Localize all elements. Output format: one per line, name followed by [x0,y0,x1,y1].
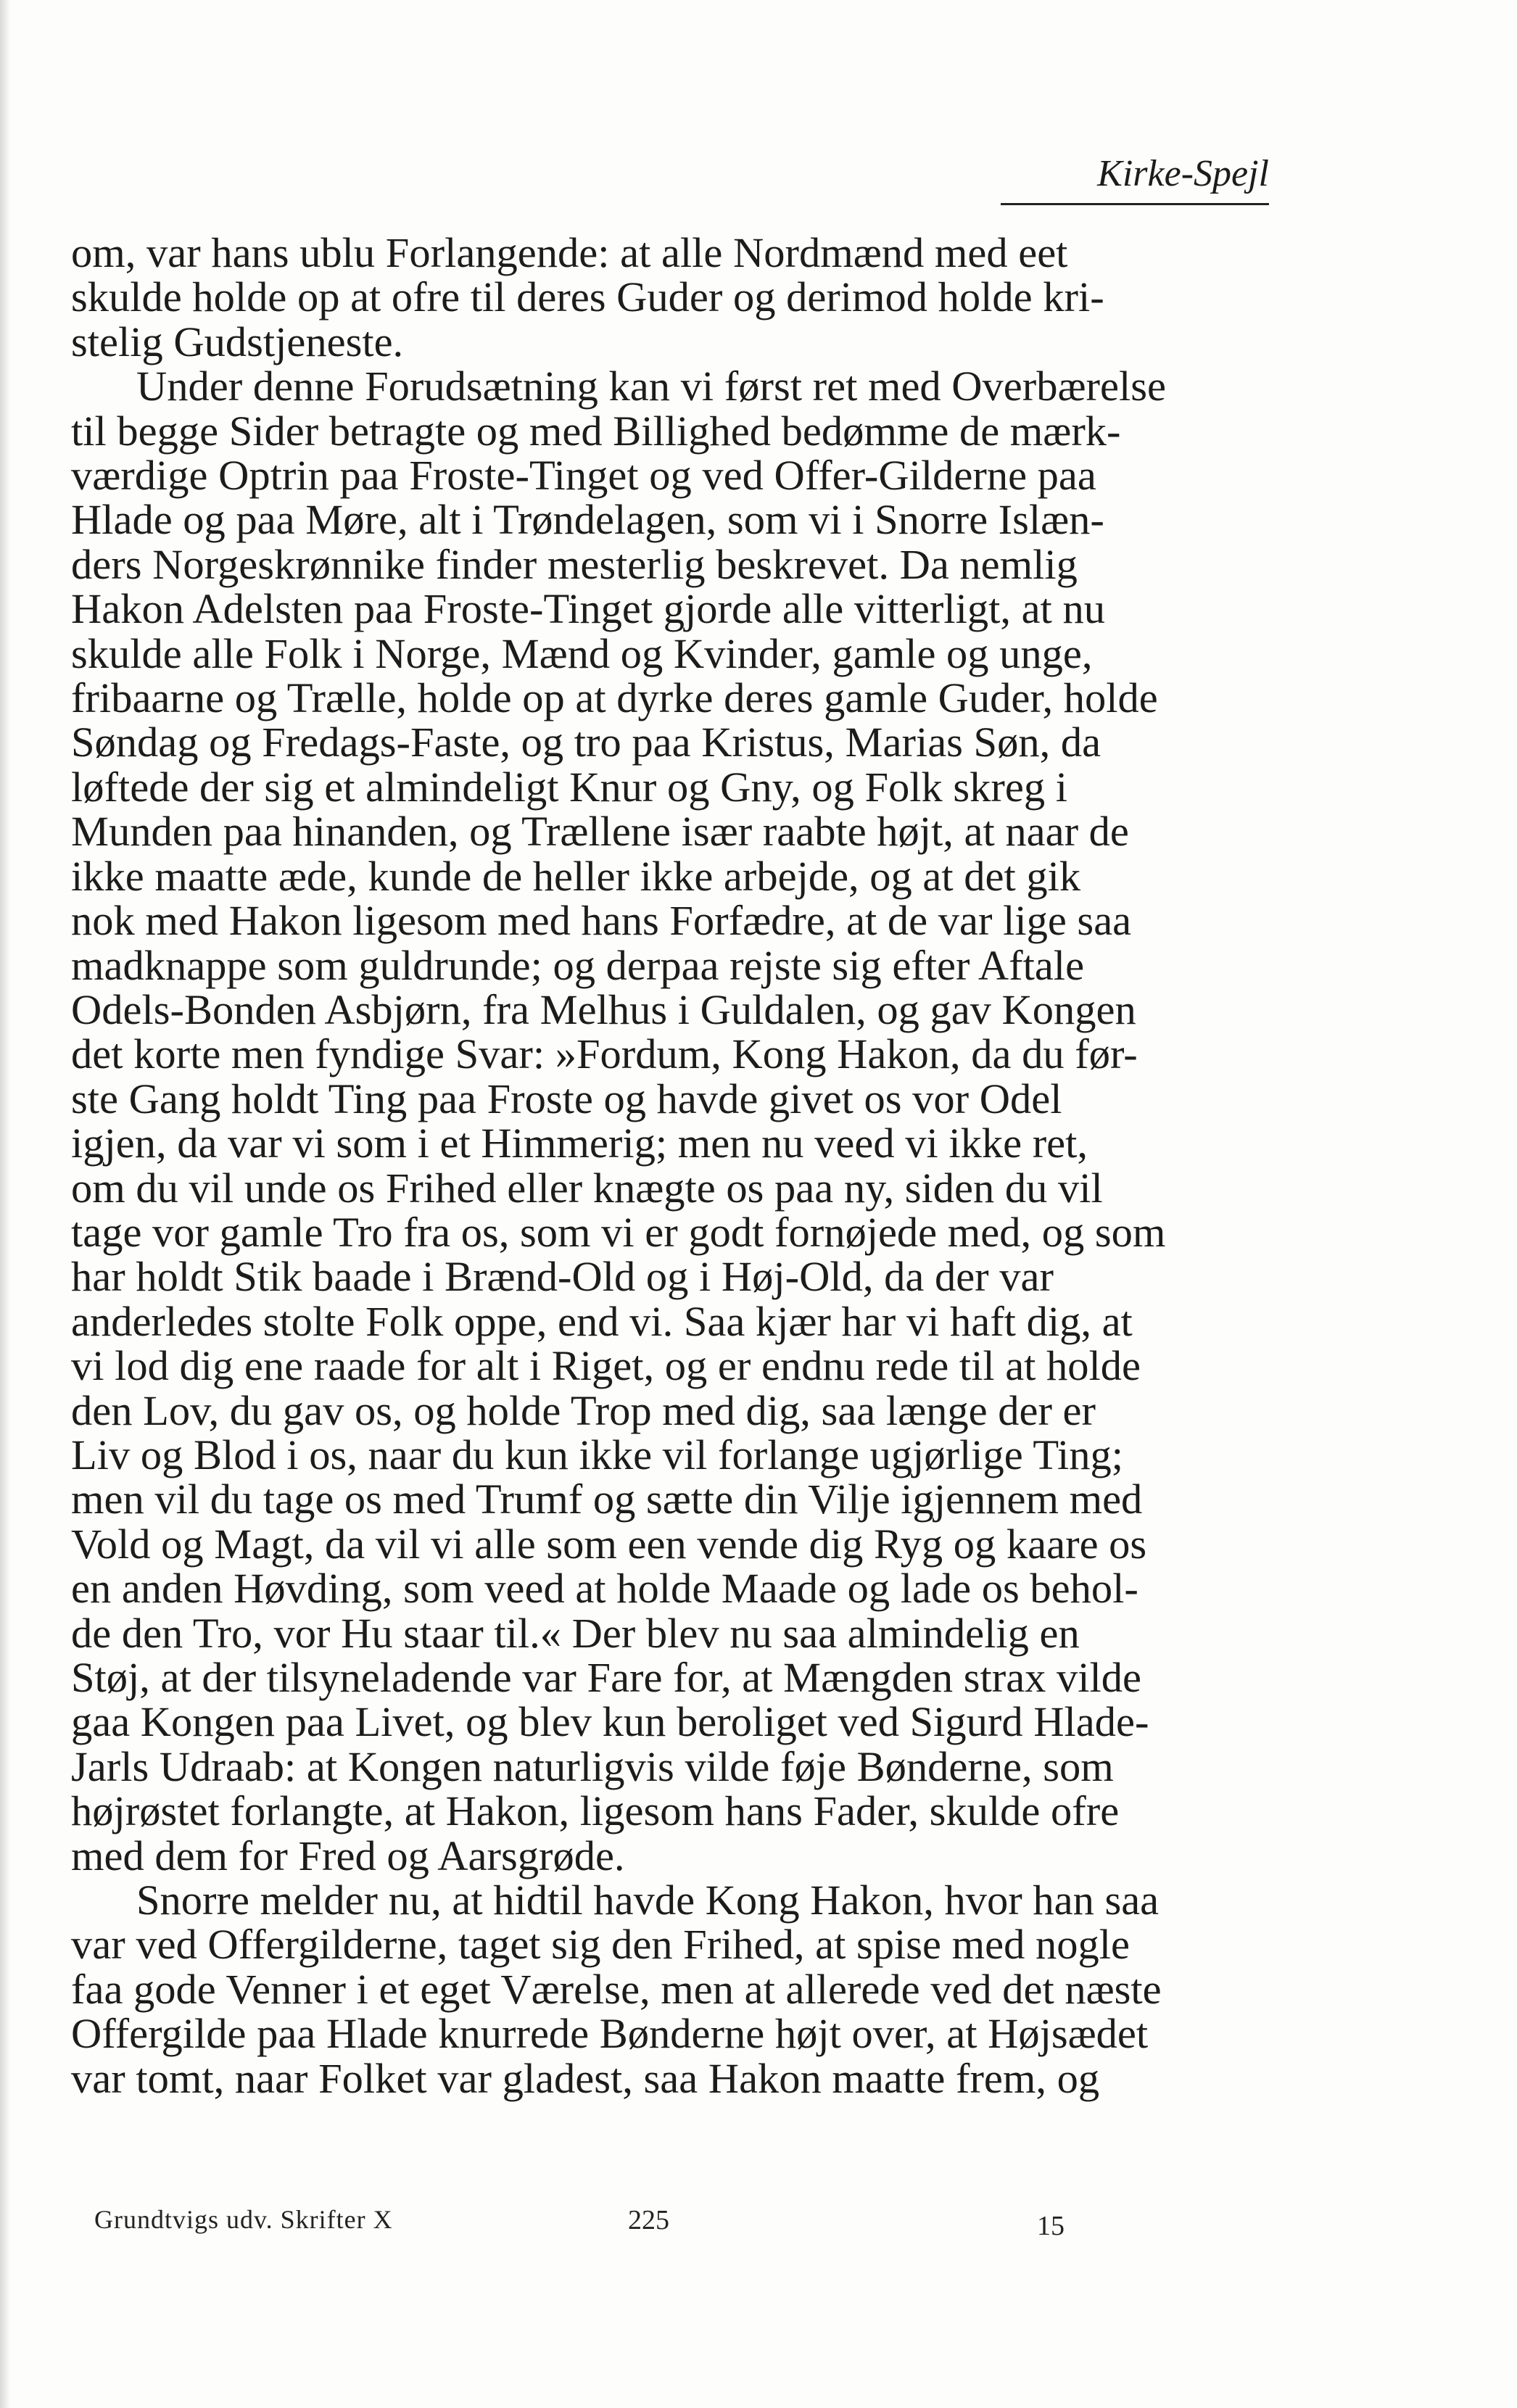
text-line: anderledes stolte Folk oppe, end vi. Saa kjær har vi haft dig, at [71,1297,1133,1345]
text-line: værdige Optrin paa Froste-Tinget og ved Offer-Gilderne paa [71,452,1096,500]
text-line: har holdt Stik baade i Brænd-Old og i Høj-Old, da der var [71,1253,1054,1301]
text-line: løftede der sig et almindeligt Knur og Gny, og Folk skreg i [71,763,1067,811]
text-line: Munden paa hinanden, og Trællene især raabte højt, at naar de [71,808,1129,856]
text-line: Snorre melder nu, at hidtil havde Kong Hakon, hvor han saa [136,1877,1160,1924]
text-line: nok med Hakon ligesom med hans Forfædre, at de var lige saa [71,897,1132,945]
text-line: Søndag og Fredags-Faste, og tro paa Kristus, Marias Søn, da [71,719,1101,766]
text-line: fribaarne og Trælle, holde op at dyrke deres gamle Guder, holde [71,674,1158,722]
text-line: var ved Offergilderne, taget sig den Frihed, at spise med nogle [71,1921,1130,1969]
text-line: ikke maatte æde, kunde de heller ikke arbejde, og at det gik [71,852,1081,900]
text-line: til begge Sider betragte og med Billighed bedømme de mærk- [71,407,1121,455]
page-footer [0,2204,1517,2255]
text-line: tage vor gamle Tro fra os, som vi er godt fornøjede med, og som [71,1208,1166,1256]
text-line: Under denne Forudsætning kan vi først ret med Overbærelse [136,363,1166,410]
text-line: med dem for Fred og Aarsgrøde. [71,1832,625,1879]
text-line: Vold og Magt, da vil vi alle som een vende dig Ryg og kaare os [71,1520,1147,1568]
text-line: om, var hans ublu Forlangende: at alle Nordmænd med eet [71,229,1068,276]
text-line: Liv og Blod i os, naar du kun ikke vil forlange ugjørlige Ting; [71,1431,1124,1478]
text-line: ders Norgeskrønnike finder mesterlig beskrevet. Da nemlig [71,540,1078,588]
text-line: Hlade og paa Møre, alt i Trøndelagen, som vi i Snorre Islæn- [71,496,1104,544]
page-edge-shadow [0,0,10,2408]
text-line: madknappe som guldrunde; og derpaa rejste sig efter Aftale [71,941,1085,989]
body-text [71,231,1260,2101]
paragraph [71,364,1260,1878]
book-reference: Grundtvigs udv. Skrifter X [94,2205,393,2234]
text-line: igjen, da var vi som i et Himmerig; men nu veed vi ikke ret, [71,1120,1088,1167]
text-line: det korte men fyndige Svar: »Fordum, Kong Hakon, da du før- [71,1030,1138,1078]
paragraph [71,231,1260,364]
text-line: om du vil unde os Frihed eller knægte os paa ny, siden du vil [71,1164,1103,1212]
running-header: Kirke-Spejl [1001,152,1269,205]
text-line: vi lod dig ene raade for alt i Riget, og er endnu rede til at holde [71,1342,1141,1390]
text-line: Hakon Adelsten paa Froste-Tinget gjorde alle vitterligt, at nu [71,585,1105,633]
text-line: de den Tro, vor Hu staar til.« Der blev nu saa almindelig en [71,1609,1080,1657]
page-number: 225 [628,2205,669,2235]
text-line: Offergilde paa Hlade knurrede Bønderne højt over, at Højsædet [71,2010,1149,2058]
text-line: var tomt, naar Folket var gladest, saa Hakon maatte frem, og [71,2054,1100,2102]
text-line: gaa Kongen paa Livet, og blev kun beroliget ved Sigurd Hlade- [71,1698,1149,1746]
text-line: Jarls Udraab: at Kongen naturligvis vilde føje Bønderne, som [71,1742,1114,1790]
text-line: Odels-Bonden Asbjørn, fra Melhus i Guldalen, og gav Kongen [71,985,1136,1033]
signature-mark: 15 [1037,2211,1065,2241]
text-line: højrøstet forlangte, at Hakon, ligesom hans Fader, skulde ofre [71,1787,1120,1835]
text-line: faa gode Venner i et eget Værelse, men at allerede ved det næste [71,1965,1162,2013]
text-line: ste Gang holdt Ting paa Froste og havde givet os vor Odel [71,1075,1062,1122]
text-line: skulde alle Folk i Norge, Mænd og Kvinder, gamle og unge, [71,629,1093,677]
text-line: en anden Høvding, som veed at holde Maade og lade os behol- [71,1565,1138,1613]
text-line: den Lov, du gav os, og holde Trop med dig, saa længe der er [71,1386,1096,1434]
paragraph [71,1878,1260,2101]
text-line: Støj, at der tilsyneladende var Fare for, at Mængden strax vilde [71,1654,1142,1701]
text-line: skulde holde op at ofre til deres Guder og derimod holde kri- [71,273,1104,321]
text-line: men vil du tage os med Trumf og sætte din Vilje igjennem med [71,1476,1143,1523]
text-line: stelig Gudstjeneste. [71,318,404,365]
